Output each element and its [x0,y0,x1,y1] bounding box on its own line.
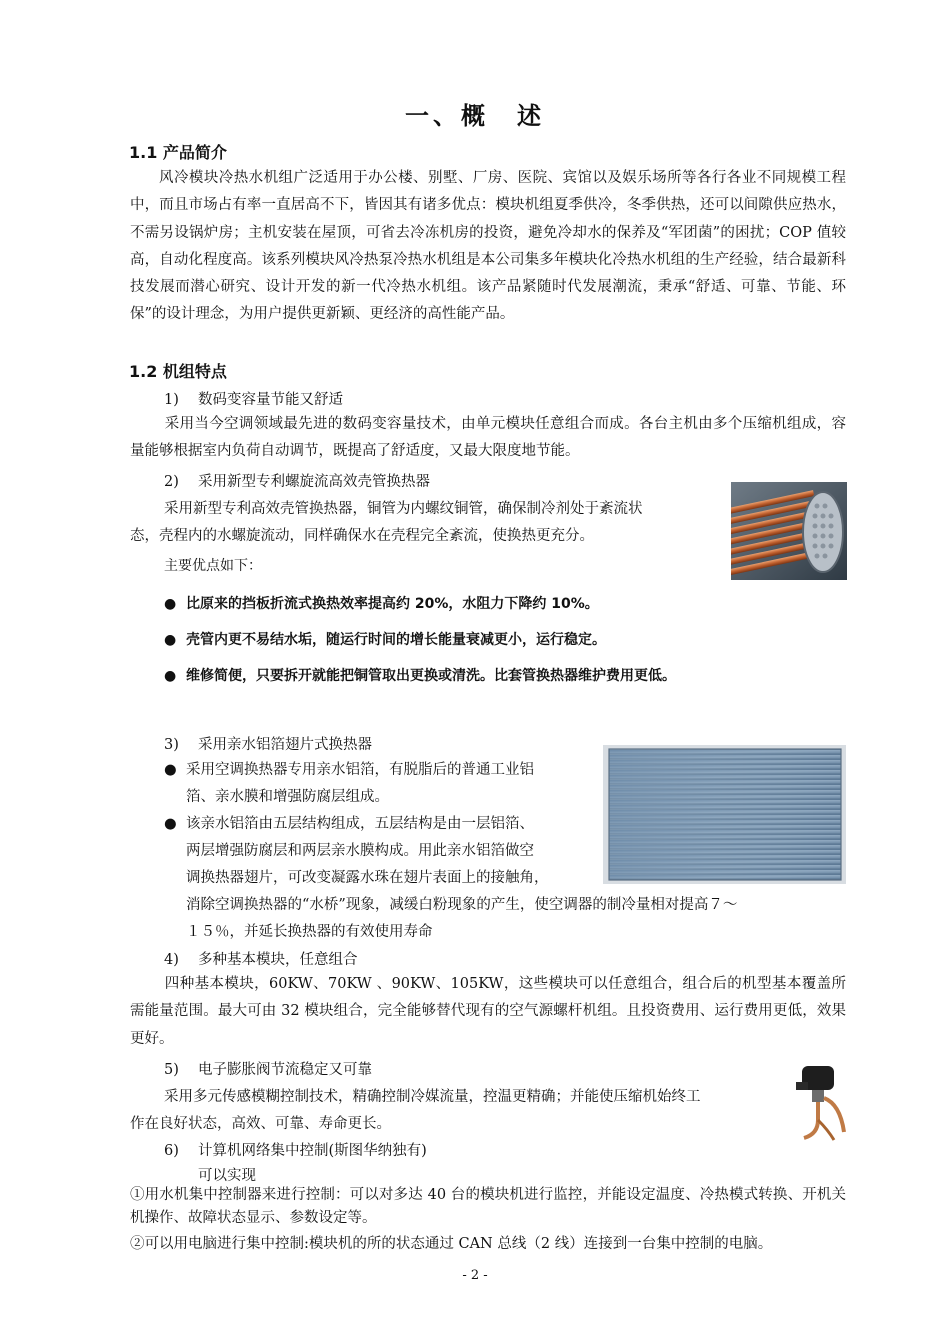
advantage-bullet-2 [164,629,606,649]
feature-2-text: 采用新型专利螺旋流高效壳管换热器 [198,474,430,490]
page-number: - 2 - [462,1268,488,1283]
page-title: 一、概 述 [405,102,545,130]
feature-4-body: 四种基本模块，60KW、70KW 、90KW、105KW，这些模块可以任意组合，组合后的机型基本覆盖所需能量范围。最大可由 32 模块组合，完全能够替代现有的空气源螺杆机组。且投资费用、运行费用更低，效果更好。 [130,976,846,1047]
feature-2-line-2: 态，壳程内的水螺旋流动，同样确保水在壳程完全紊流，使换热更充分。 [130,528,594,544]
feature-4-title [164,948,358,969]
bullet-icon: ● [164,816,177,832]
expansion-valve-drawing [784,1060,850,1142]
feature-1-title [164,388,343,409]
fin-bullet-2-line-1: 该亲水铝箔由五层结构组成，五层结构是由一层铝箔、 [186,816,534,832]
section-heading-intro: 1.1 产品简介 [129,143,227,162]
fin-bullet-1-line-1: 采用空调换热器专用亲水铝箔，有脱脂后的普通工业铝 [186,762,534,778]
feature-2-line-1: 采用新型专利高效壳管换热器，铜管为内螺纹铜管，确保制冷剂处于紊流状 [164,501,643,517]
bullet-icon: ● [164,762,177,778]
feature-6-intro: 可以实现 [198,1168,256,1184]
advantage-text-1: 比原来的挡板折流式换热效率提高约 20%，水阻力下降约 10%。 [186,596,599,612]
feature-6-title [164,1139,427,1160]
expansion-valve-image [784,1060,850,1142]
shell-tube-exchanger-image [731,482,847,580]
fin-bullet-2-line-2: 两层增强防腐层和两层亲水膜构成。用此亲水铝箔做空 [186,843,534,859]
feature-2-title [164,470,430,491]
fin-bullet-2-line-5: １５％，并延长换热器的有效使用寿命 [186,924,433,940]
feature-5-line-2: 作在良好状态，高效、可靠、寿命更长。 [130,1116,391,1132]
bullet-icon: ● [164,596,177,612]
feature-5-title [164,1058,372,1079]
feature-1-num: 1) [164,392,179,408]
bullet-icon: ● [164,632,177,648]
fin-bullet-2 [164,811,534,838]
feature-6-item-1: ①用水机集中控制器来进行控制：可以对多达 40 台的模块机进行监控，并能设定温度、冷热模式转换、开机关机操作、故障状态显示、参数设定等。 [130,1187,846,1226]
feature-4-num: 4) [164,952,179,968]
fin-bullet-2-line-4: 消除空调换热器的“水桥”现象，减缓白粉现象的产生，使空调器的制冷量相对提高７～ [186,897,738,913]
advantage-bullet-1 [164,593,599,613]
feature-4-text: 多种基本模块，任意组合 [198,952,358,968]
feature-2-num: 2) [164,474,179,490]
advantage-text-2: 壳管内更不易结水垢，随运行时间的增长能量衰减更小，运行稳定。 [186,632,606,648]
fin-bullet-1 [164,757,534,784]
feature-1-body: 采用当今空调领域最先进的数码变容量技术，由单元模块任意组合而成。各台主机由多个压缩机组成，容量能够根据室内负荷自动调节，既提高了舒适度，又最大限度地节能。 [130,416,846,460]
feature-3-num: 3) [164,737,179,753]
fin-exchanger-drawing [603,745,846,884]
feature-6-item-2: ②可以用电脑进行集中控制:模块机的所的状态通过 CAN 总线（2 线）连接到一台集中控制的电脑。 [130,1236,773,1252]
section-heading-features: 1.2 机组特点 [129,362,227,381]
feature-5-num: 5) [164,1062,179,1078]
fin-bullet-1-line-2: 箔、亲水膜和增强防腐层组成。 [186,789,389,805]
advantage-text-3: 维修简便，只要拆开就能把铜管取出更换或清洗。比套管换热器维护费用更低。 [186,668,676,684]
feature-3-text: 采用亲水铝箔翅片式换热器 [198,737,372,753]
fin-exchanger-image [603,745,846,884]
intro-paragraph: 风冷模块冷热水机组广泛适用于办公楼、别墅、厂房、医院、宾馆以及娱乐场所等各行各业不同规模工程中，而且市场占有率一直居高不下，皆因其有诸多优点：模块机组夏季供冷，冬季供热，还可以间隙供应热水，不需另设锅炉房；主机安装在屋顶，可省去冷冻机房的投资，避免冷却水的保养及“军团菌”的困扰；COP 值较高，自动化程度高。该系列模块风冷热泵冷热水机组是本公司集多年模块化冷热水机组的生产经验，结合最新科技发展而潜心研究、设计开发的新一代冷热水机组。该产品紧随时代发展潮流，秉承“舒适、可靠、节能、环保”的设计理念，为用户提供更新颖、更经济的高性能产品。 [130,170,846,323]
advantage-bullet-3 [164,665,676,685]
feature-1-text: 数码变容量节能又舒适 [198,392,343,408]
feature-6-num: 6) [164,1143,179,1159]
feature-5-text: 电子膨胀阀节流稳定又可靠 [198,1062,372,1078]
feature-3-title [164,733,372,754]
bullet-icon: ● [164,668,177,684]
shell-tube-exchanger-drawing [731,482,847,580]
fin-bullet-2-line-3: 调换热器翅片，可改变凝露水珠在翅片表面上的接触角， [186,870,549,886]
advantages-label: 主要优点如下： [164,558,262,574]
feature-5-line-1: 采用多元传感模糊控制技术，精确控制冷媒流量，控温更精确；并能使压缩机始终工 [164,1089,701,1105]
feature-6-text: 计算机网络集中控制(斯图华纳独有) [198,1143,427,1159]
